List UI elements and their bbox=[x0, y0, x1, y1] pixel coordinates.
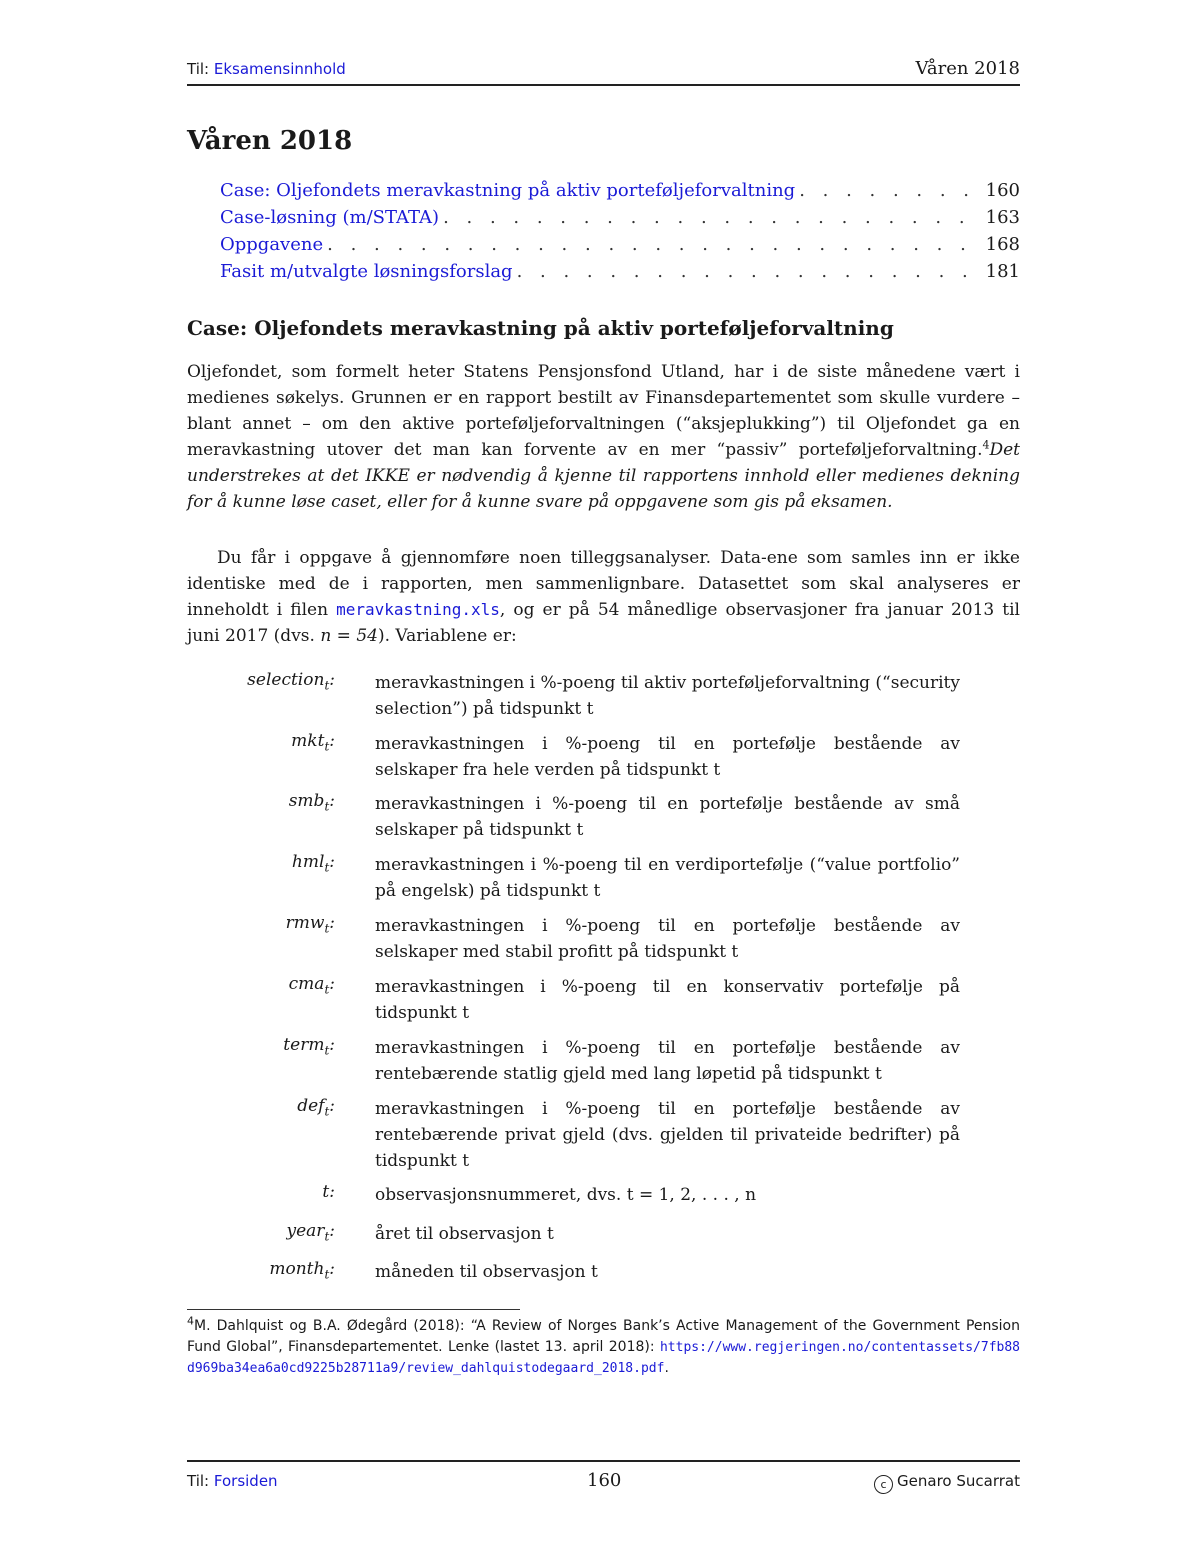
toc-entry-page: 181 bbox=[985, 261, 1020, 282]
intro-paragraph bbox=[187, 359, 1020, 515]
toc-entry-label[interactable]: Oppgavene bbox=[220, 234, 324, 255]
toc-entry[interactable] bbox=[220, 261, 1020, 288]
dataset-text-3: ). Variablene er: bbox=[377, 626, 517, 646]
copyright-icon: c bbox=[874, 1475, 893, 1494]
dataset-text-2: , og er på 54 månedlige observasjoner fra januar 2013 til juni 2017 (dvs. bbox=[187, 600, 1020, 646]
dataset-file-link[interactable]: meravkastning.xls bbox=[336, 600, 500, 619]
header-semester: Våren 2018 bbox=[915, 58, 1020, 79]
footer-link-forsiden[interactable]: Forsiden bbox=[213, 1472, 278, 1490]
variable-name: month$_t$: bbox=[269, 1259, 335, 1282]
toc-leader-dots bbox=[517, 261, 982, 282]
toc-leader-dots bbox=[799, 180, 981, 201]
page-footer bbox=[187, 1472, 1020, 1496]
toc-entry-page: 168 bbox=[985, 234, 1020, 255]
variable-name: cma$_t$: bbox=[288, 974, 335, 997]
toc-entry[interactable] bbox=[220, 180, 1020, 207]
dataset-text-1: Du får i oppgave å gjennomføre noen tilleggsanalyser. Data-ene som samles inn er ikke identiske med de i rapporten, men sammenlignbare. Datasettet som skal analyseres er inneholdt i filen bbox=[187, 548, 1020, 620]
footnote-end: . bbox=[664, 1360, 669, 1376]
footer-divider bbox=[187, 1460, 1020, 1462]
footer-left bbox=[187, 1472, 278, 1490]
variable-description: meravkastningen i %-poeng til en portefølje bestående av små selskaper på tidspunkt t bbox=[375, 794, 960, 840]
intro-text: Oljefondet, som formelt heter Statens Pensjonsfond Utland, har i de siste månedene vært i medienes søkelys. Grunnen er en rapport bestilt av Finansdepartementet som skulle vurdere – blant annet – om den aktive porteføljeforvaltningen (“aksjeplukking”) til Oljefondet ga en meravkastning utover det man kan forvente av en mer “passiv” porteføljeforvaltning. bbox=[187, 362, 1020, 460]
variable-description: meravkastningen i %-poeng til aktiv porteføljeforvaltning (“security selection”) på tidspunkt t bbox=[375, 673, 960, 719]
footer-til-label: Til: bbox=[187, 1472, 210, 1490]
variable-name: term$_t$: bbox=[283, 1035, 335, 1058]
variable-description: meravkastningen i %-poeng til en portefølje bestående av rentebærende statlig gjeld med lang løpetid på tidspunkt t bbox=[375, 1038, 960, 1084]
toc-entry[interactable] bbox=[220, 207, 1020, 234]
footnote-divider bbox=[187, 1309, 520, 1310]
variable-description: meravkastningen i %-poeng til en portefølje bestående av rentebærende privat gjeld (dvs. gjelden til privateide bedrifter) på tidspunkt t bbox=[375, 1099, 960, 1171]
toc-leader-dots bbox=[327, 234, 982, 255]
variable-description: meravkastningen i %-poeng til en portefølje bestående av selskaper med stabil profitt på tidspunkt t bbox=[375, 916, 960, 962]
variable-name: hml$_t$: bbox=[291, 852, 335, 875]
section-title: Case: Oljefondets meravkastning på aktiv porteføljeforvaltning bbox=[187, 316, 894, 340]
footnote-text: M. Dahlquist og B.A. Ødegård (2018): “A Review of Norges Bank’s Active Management of the Government Pension Fund Global”, Finansdepartementet. Lenke (lastet 13. april 2018): bbox=[187, 1318, 1020, 1355]
page-number: 160 bbox=[587, 1470, 622, 1491]
variable-name: year$_t$: bbox=[286, 1221, 335, 1244]
header-left bbox=[187, 60, 346, 78]
toc-entry-page: 163 bbox=[985, 207, 1020, 228]
intro-italic-note: Det understrekes at det IKKE er nødvendig å kjenne til rapportens innhold eller medienes dekning for å kunne løse caset, eller for å kunne svare på oppgavene som gis på eksamen. bbox=[187, 440, 1020, 512]
variable-name: mkt$_t$: bbox=[291, 731, 335, 754]
footnote-reference[interactable]: 4 bbox=[982, 438, 990, 452]
sample-size-expression: n = 54 bbox=[320, 626, 378, 646]
variable-name: selection$_t$: bbox=[247, 670, 335, 693]
footnote bbox=[187, 1316, 1020, 1379]
footnote-url-link[interactable]: https://www.regjeringen.no/contentassets/7fb88d969ba34ea6a0cd9225b28711a9/review_dahlquistodegaard_2018.pdf bbox=[187, 1340, 1020, 1376]
variable-description: meravkastningen i %-poeng til en portefølje bestående av selskaper fra hele verden på tidspunkt t bbox=[375, 734, 960, 780]
variable-name: smb$_t$: bbox=[288, 791, 335, 814]
header-divider bbox=[187, 84, 1020, 86]
toc-entry[interactable] bbox=[220, 234, 1020, 261]
toc-entry-label[interactable]: Case: Oljefondets meravkastning på aktiv porteføljeforvaltning bbox=[220, 180, 796, 201]
author-name: Genaro Sucarrat bbox=[897, 1472, 1020, 1490]
header-til-label: Til: bbox=[187, 60, 210, 78]
page-header bbox=[187, 60, 1020, 84]
dataset-paragraph bbox=[187, 545, 1020, 649]
variable-description: meravkastningen i %-poeng til en verdiportefølje (“value portfolio” på engelsk) på tidspunkt t bbox=[375, 855, 960, 901]
variable-description: måneden til observasjon t bbox=[375, 1262, 598, 1282]
footnote-mark: 4 bbox=[187, 1314, 194, 1328]
variable-name: rmw$_t$: bbox=[285, 913, 335, 936]
toc-entry-label[interactable]: Case-løsning (m/STATA) bbox=[220, 207, 440, 228]
variable-name: def$_t$: bbox=[297, 1096, 335, 1119]
header-link-eksamensinnhold[interactable]: Eksamensinnhold bbox=[213, 60, 346, 78]
toc-entry-page: 160 bbox=[985, 180, 1020, 201]
variable-name: t: bbox=[322, 1182, 335, 1202]
variable-description: året til observasjon t bbox=[375, 1224, 554, 1244]
toc-leader-dots bbox=[443, 207, 982, 228]
toc-entry-label[interactable]: Fasit m/utvalgte løsningsforslag bbox=[220, 261, 513, 282]
variable-description: observasjonsnummeret, dvs. t = 1, 2, . . . , n bbox=[375, 1185, 757, 1205]
footer-author bbox=[874, 1472, 1020, 1494]
table-of-contents bbox=[220, 180, 1020, 288]
variable-description: meravkastningen i %-poeng til en konservativ portefølje på tidspunkt t bbox=[375, 977, 960, 1023]
page-title: Våren 2018 bbox=[187, 126, 353, 156]
